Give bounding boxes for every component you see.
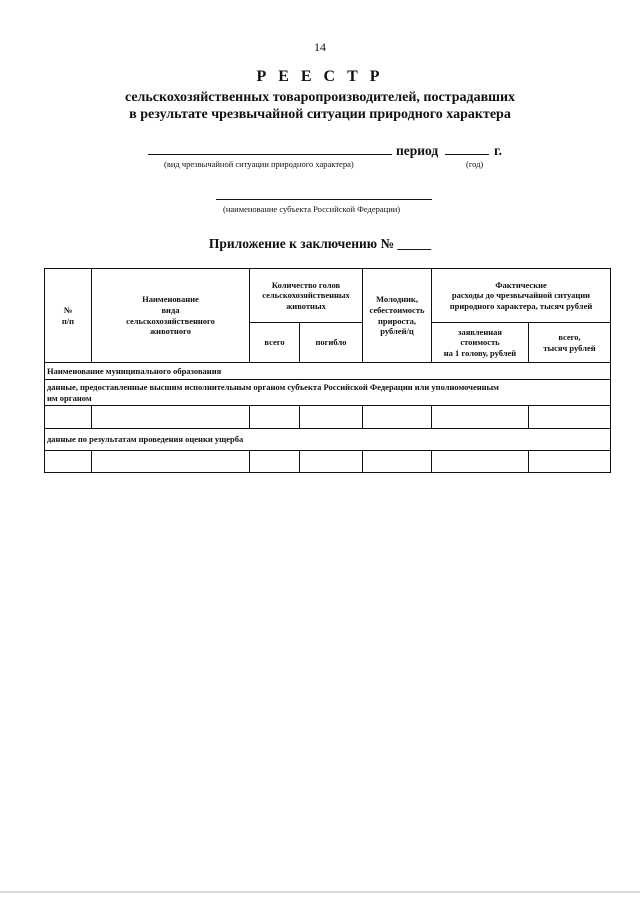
header-actual-expenses: Фактические расходы до чрезвычайной ситуации природного характера, тысяч рублей bbox=[432, 269, 611, 323]
region-blank-line bbox=[216, 199, 432, 200]
registry-table bbox=[44, 268, 611, 473]
header-number: № п/п bbox=[45, 269, 92, 363]
caption-region: (наименование субъекта Российской Федерации) bbox=[223, 204, 401, 214]
table-header-row-1 bbox=[45, 269, 611, 323]
table-row-assessment bbox=[45, 429, 611, 451]
scan-edge-artifact bbox=[0, 891, 640, 893]
document-subtitle-line-1: сельскохозяйственных товаропроизводителей, пострадавших bbox=[124, 90, 516, 105]
header-young-stock: Молодник, себестоимость прироста, рублей/ц bbox=[363, 269, 432, 363]
header-count-total: всего bbox=[250, 323, 300, 363]
table-row-municipality bbox=[45, 363, 611, 380]
header-count-died: погибло bbox=[300, 323, 363, 363]
header-declared-cost: заявленная стоимость на 1 голову, рублей bbox=[432, 323, 529, 363]
period-label: период bbox=[396, 143, 439, 158]
emergency-type-blank-line bbox=[148, 154, 392, 155]
header-expenses-total: всего, тысяч рублей bbox=[529, 323, 611, 363]
header-animal-type: Наименование вида сельскохозяйственного животного bbox=[92, 269, 250, 363]
document-title: Р Е Е С Т Р bbox=[256, 68, 384, 85]
caption-emergency-type: (вид чрезвычайной ситуации природного характера) bbox=[164, 159, 354, 169]
year-suffix: г. bbox=[494, 143, 502, 158]
document-subtitle-line-2: в результате чрезвычайной ситуации природного характера bbox=[129, 107, 511, 122]
table-row-empty-2 bbox=[45, 451, 611, 473]
header-head-count: Количество голов сельскохозяйственных животных bbox=[250, 269, 363, 323]
assessment-label: данные по результатам проведения оценки ущерба bbox=[45, 429, 611, 451]
municipality-label: Наименование муниципального образования bbox=[45, 363, 611, 380]
table-row-empty-1 bbox=[45, 406, 611, 429]
appendix-title: Приложение к заключению № _____ bbox=[208, 236, 432, 251]
caption-year: (год) bbox=[466, 159, 484, 169]
table-row-official-data bbox=[45, 380, 611, 406]
page-number: 14 bbox=[314, 40, 326, 54]
official-data-label: данные, предоставленные высшим исполнительным органом субъекта Российской Федерации или уполномоченным им органом bbox=[45, 380, 611, 406]
year-blank-line bbox=[445, 154, 489, 155]
